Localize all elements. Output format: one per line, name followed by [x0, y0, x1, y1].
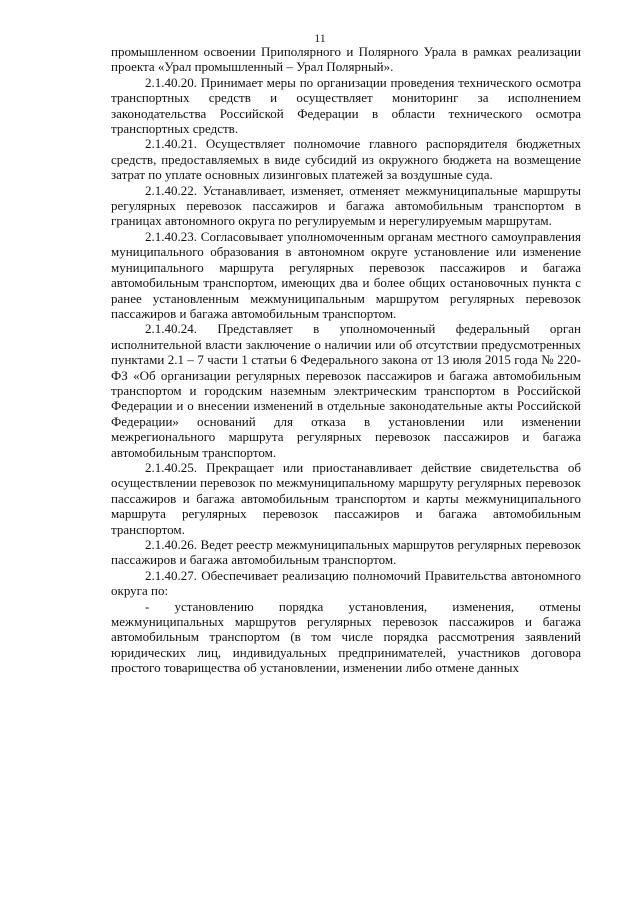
paragraph-2-1-40-21: 2.1.40.21. Осуществляет полномочие главного распорядителя бюджетных средств, предоставляемых в виде субсидий из окружного бюджета на возмещение затрат по уплате основных лизинговых платежей за воздушные суда.: [111, 136, 581, 183]
page-number: 11: [314, 31, 326, 45]
paragraph-2-1-40-23: 2.1.40.23. Согласовывает уполномоченным органам местного самоуправления муниципального образования в автономном округе установление или изменение муниципального маршрута регулярных перевозок пассажиров и багажа автомобильным транспортом, имеющих два и более общих остановочных пункта с ранее установленным межмуниципальным маршрутом регулярных перевозок пассажиров и багажа автомобильным транспортом.: [111, 228, 581, 321]
list-item-dash: - установлению порядка установления, изменения, отмены межмуниципальных маршрутов регулярных перевозок пассажиров и багажа автомобильным транспортом (в том числе порядка рассмотрения заявлений юридических лиц, индивидуальных предпринимателей, участников договора простого товарищества об установлении, изменении либо отмене данных: [111, 598, 581, 676]
paragraph-2-1-40-22: 2.1.40.22. Устанавливает, изменяет, отменяет межмуниципальные маршруты регулярных перевозок пассажиров и багажа автомобильным транспортом в границах автономного округа по регулируемым и нерегулируемым маршрутам.: [111, 182, 581, 229]
paragraph-2-1-40-25: 2.1.40.25. Прекращает или приостанавливает действие свидетельства об осуществлении перевозок по межмуниципальному маршруту регулярных перевозок пассажиров и багажа автомобильным транспортом и карты межмуниципального маршрута регулярных перевозок пассажиров и багажа автомобильным транспортом.: [111, 459, 581, 537]
paragraph-continuation: промышленном освоении Приполярного и Полярного Урала в рамках реализации проекта «Урал промышленный – Урал Полярный».: [111, 44, 581, 75]
paragraph-2-1-40-20: 2.1.40.20. Принимает меры по организации проведения технического осмотра транспортных средств и осуществляет мониторинг за исполнением законодательства Российской Федерации в области технического осмотра транспортных средств.: [111, 74, 581, 137]
paragraph-2-1-40-24: 2.1.40.24. Представляет в уполномоченный федеральный орган исполнительной власти заключение о наличии или об отсутствии предусмотренных пунктами 2.1 – 7 части 1 статьи 6 Федерального закона от 13 июля 2015 года № 220-ФЗ «Об организации регулярных перевозок пассажиров и багажа автомобильным транспортом и городским наземным электрическим транспортом в Российской Федерации и о внесении изменений в отдельные законодательные акты Российской Федерации» оснований для отказа в установлении или изменении межрегионального маршрута регулярных перевозок пассажиров и багажа автомобильным транспортом.: [111, 321, 581, 460]
document-body: [111, 44, 581, 676]
paragraph-2-1-40-26: 2.1.40.26. Ведет реестр межмуниципальных маршрутов регулярных перевозок пассажиров и багажа автомобильным транспортом.: [111, 537, 581, 568]
paragraph-2-1-40-27: 2.1.40.27. Обеспечивает реализацию полномочий Правительства автономного округа по:: [111, 567, 581, 599]
